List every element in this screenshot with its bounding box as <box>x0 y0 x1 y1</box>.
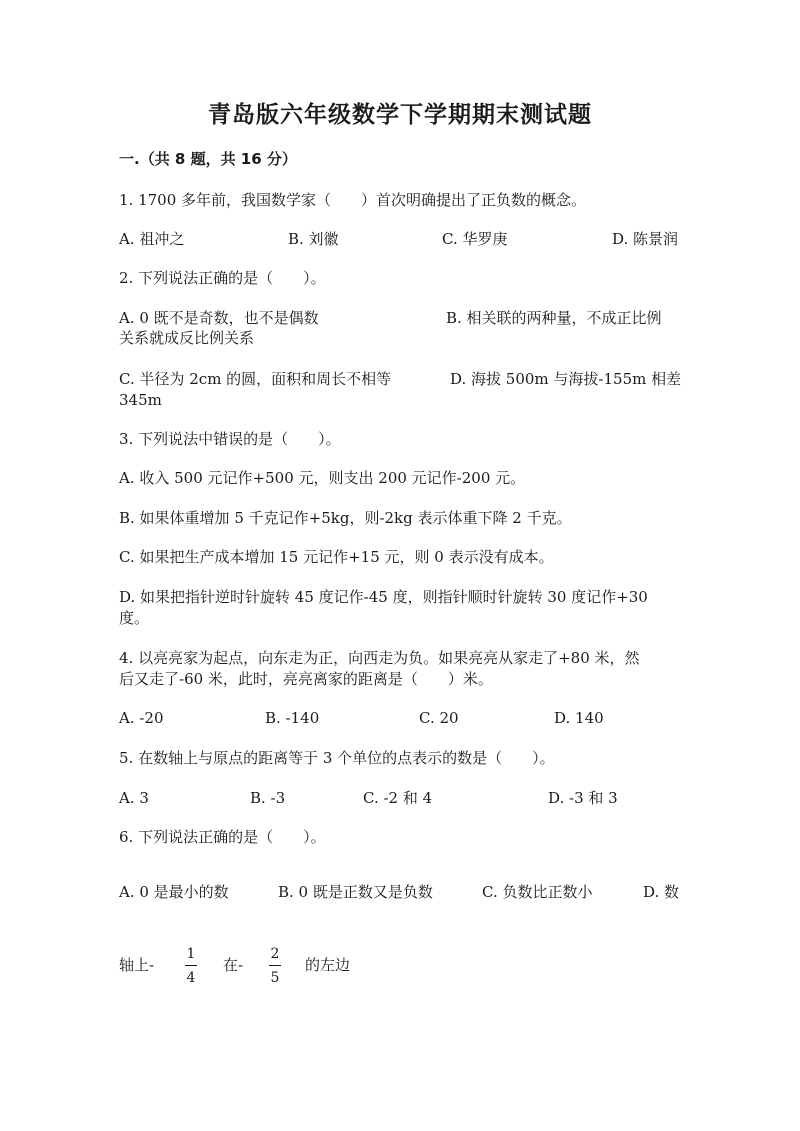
fraction-two-fifths <box>267 945 283 987</box>
question-4-option-b: B. -140 <box>265 709 320 727</box>
question-6-stem: 6. 下列说法正确的是（ ）。 <box>119 828 326 846</box>
question-2-option-b: B. 相关联的两种量，不成正比例 <box>446 309 662 327</box>
question-3-stem: 3. 下列说法中错误的是（ ）。 <box>119 430 341 448</box>
question-5-option-b: B. -3 <box>250 789 286 807</box>
question-2-stem: 2. 下列说法正确的是（ ）。 <box>119 269 326 287</box>
page-title: 青岛版六年级数学下学期期末测试题 <box>208 102 592 128</box>
fraction-numerator: 2 <box>270 946 280 962</box>
question-6-option-b: B. 0 既是正数又是负数 <box>278 883 433 901</box>
fraction-bar <box>269 965 281 966</box>
question-4-stem-cont: 后又走了-60 米，此时，亮亮离家的距离是（ ）米。 <box>119 670 493 688</box>
fraction-one-quarter <box>183 945 199 987</box>
question-1-option-d: D. 陈景润 <box>612 230 679 248</box>
fraction-denominator: 4 <box>186 970 196 986</box>
question-6-option-d: D. 数 <box>643 883 680 901</box>
question-3-option-c: C. 如果把生产成本增加 15 元记作+15 元，则 0 表示没有成本。 <box>119 548 554 566</box>
question-6-option-d-end: 的左边 <box>305 956 351 974</box>
question-2-option-b-cont: 关系就成反比例关系 <box>119 329 255 347</box>
question-3-option-b: B. 如果体重增加 5 千克记作+5kg，则-2kg 表示体重下降 2 千克。 <box>119 509 572 527</box>
question-6-option-a: A. 0 是最小的数 <box>119 883 229 901</box>
question-2-option-d-cont: 345m <box>119 391 162 409</box>
question-1-option-c: C. 华罗庚 <box>442 230 508 248</box>
question-5-option-d: D. -3 和 3 <box>548 789 618 807</box>
question-2-option-d: D. 海拔 500m 与海拔-155m 相差 <box>450 370 682 388</box>
fraction-bar <box>185 965 197 966</box>
question-3-option-d: D. 如果把指针逆时针旋转 45 度记作-45 度，则指针顺时针旋转 30 度记作+30 <box>119 588 648 606</box>
question-6-option-d-cont: 轴上- <box>119 956 155 974</box>
question-5-option-a: A. 3 <box>119 789 149 807</box>
question-4-option-a: A. -20 <box>119 709 164 727</box>
question-3-option-a: A. 收入 500 元记作+500 元，则支出 200 元记作-200 元。 <box>119 469 526 487</box>
question-4-stem: 4. 以亮亮家为起点，向东走为正，向西走为负。如果亮亮从家走了+80 米，然 <box>119 649 640 667</box>
question-1-option-b: B. 刘徽 <box>288 230 339 248</box>
question-6-option-d-mid: 在- <box>223 956 244 974</box>
question-4-option-d: D. 140 <box>554 709 604 727</box>
question-2-option-c: C. 半径为 2cm 的圆，面积和周长不相等 <box>119 370 392 388</box>
question-4-option-c: C. 20 <box>419 709 459 727</box>
question-5-stem: 5. 在数轴上与原点的距离等于 3 个单位的点表示的数是（ ）。 <box>119 749 555 767</box>
question-1-stem: 1. 1700 多年前，我国数学家（ ）首次明确提出了正负数的概念。 <box>119 191 587 209</box>
question-6-option-c: C. 负数比正数小 <box>482 883 593 901</box>
question-1-option-a: A. 祖冲之 <box>119 230 185 248</box>
question-2-option-a: A. 0 既不是奇数，也不是偶数 <box>119 309 319 327</box>
question-3-option-d-cont: 度。 <box>119 609 150 627</box>
section-header: 一.（共 8 题，共 16 分） <box>119 150 297 168</box>
fraction-denominator: 5 <box>270 970 280 986</box>
question-5-option-c: C. -2 和 4 <box>363 789 433 807</box>
fraction-numerator: 1 <box>186 946 196 962</box>
